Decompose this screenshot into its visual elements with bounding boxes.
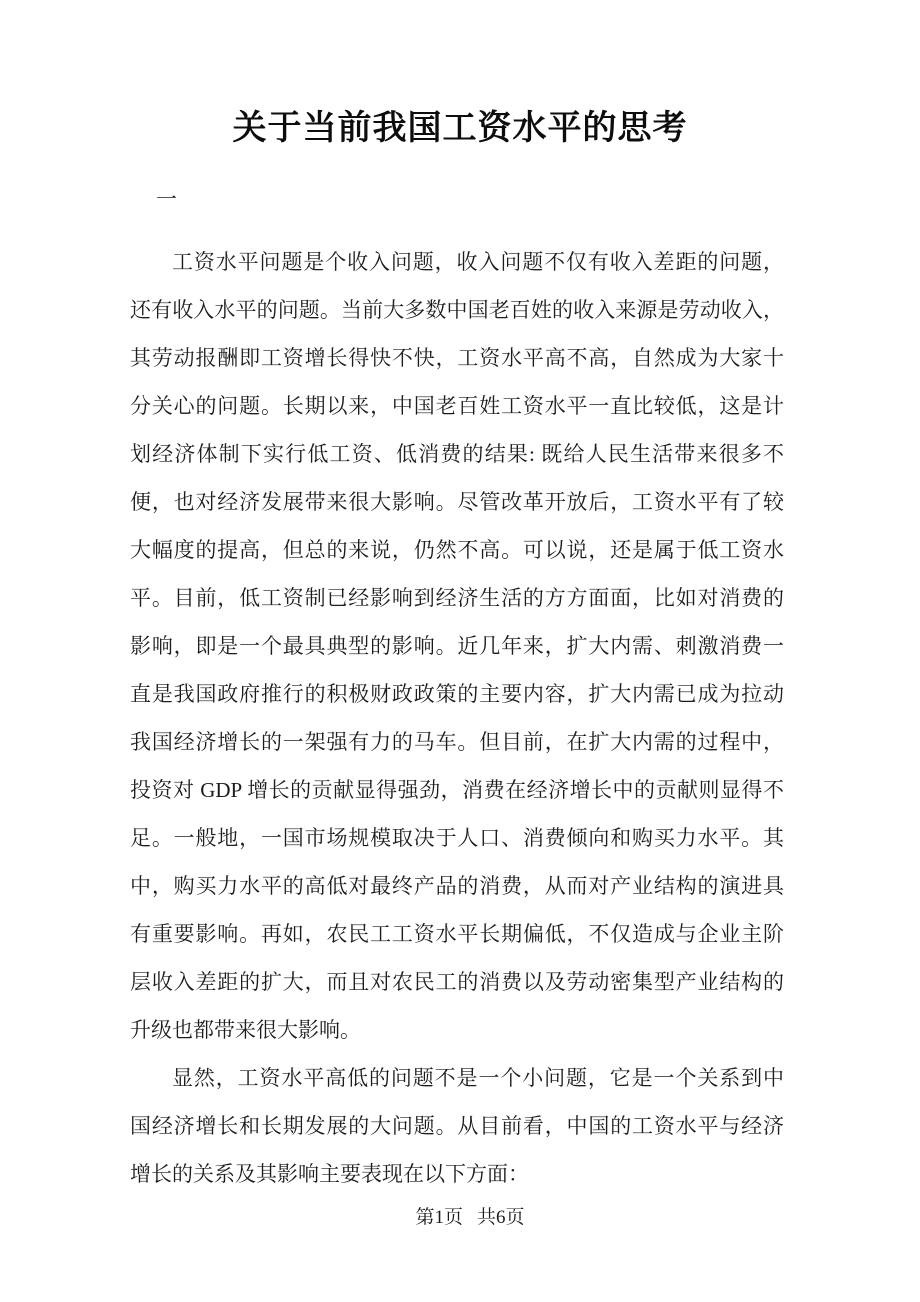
paragraph1-line-10: 直是我国政府推行的积极财政政策的主要内容，扩大内需已成为拉动 [130,682,784,706]
paragraph1-line-14: 中，购买力水平的高低对最终产品的消费，从而对产业结构的演进具 [130,874,784,898]
paragraph1-line-13: 足。一般地，一国市场规模取决于人口、消费倾向和购买力水平。其 [130,826,784,850]
paragraph1-line-7: 大幅度的提高，但总的来说，仍然不高。可以说，还是属于低工资水 [130,538,784,562]
paragraph2-line-1: 显然，工资水平高低的问题不是一个小问题，它是一个关系到中 [172,1066,784,1090]
page-number-current: 第1页 [415,1207,463,1228]
paragraph1-line-8: 平。目前，低工资制已经影响到经济生活的方方面面，比如对消费的 [130,586,784,610]
paragraph2-line-2: 国经济增长和长期发展的大问题。从目前看，中国的工资水平与经济 [130,1114,784,1138]
page-number-total: 共6页 [477,1207,525,1228]
paragraph1-line-2: 还有收入水平的问题。当前大多数中国老百姓的收入来源是劳动收入， [130,298,784,322]
paragraph1-line-6: 便，也对经济发展带来很大影响。尽管改革开放后，工资水平有了较 [130,490,784,514]
section-heading-one: 一 [156,187,177,211]
paragraph1-line-4: 分关心的问题。长期以来，中国老百姓工资水平一直比较低，这是计 [130,394,784,418]
paragraph1-line-12: 投资对 GDP 增长的贡献显得强劲，消费在经济增长中的贡献则显得不 [130,778,784,802]
document-title: 关于当前我国工资水平的思考 [232,110,688,147]
page-footer [10,1202,920,1229]
paragraph1-line-17: 升级也都带来很大影响。 [130,1018,361,1042]
paragraph1-line-9: 影响，即是一个最具典型的影响。近几年来，扩大内需、刺激消费一 [130,634,784,658]
paragraph1-line-15: 有重要影响。再如，农民工工资水平长期偏低，不仅造成与企业主阶 [130,922,784,946]
paragraph1-line-11: 我国经济增长的一架强有力的马车。但目前，在扩大内需的过程中， [130,730,784,754]
document-body [0,238,920,1198]
paragraph1-line-3: 其劳动报酬即工资增长得快不快，工资水平高不高，自然成为大家十 [130,346,784,370]
paragraph1-line-16: 层收入差距的扩大，而且对农民工的消费以及劳动密集型产业结构的 [130,970,784,994]
paragraph1-line-1: 工资水平问题是个收入问题，收入问题不仅有收入差距的问题， [172,250,784,274]
paragraph1-line-5: 划经济体制下实行低工资、低消费的结果: 既给人民生活带来很多不 [130,442,784,466]
paragraph2-line-3: 增长的关系及其影响主要表现在以下方面： [130,1162,529,1186]
